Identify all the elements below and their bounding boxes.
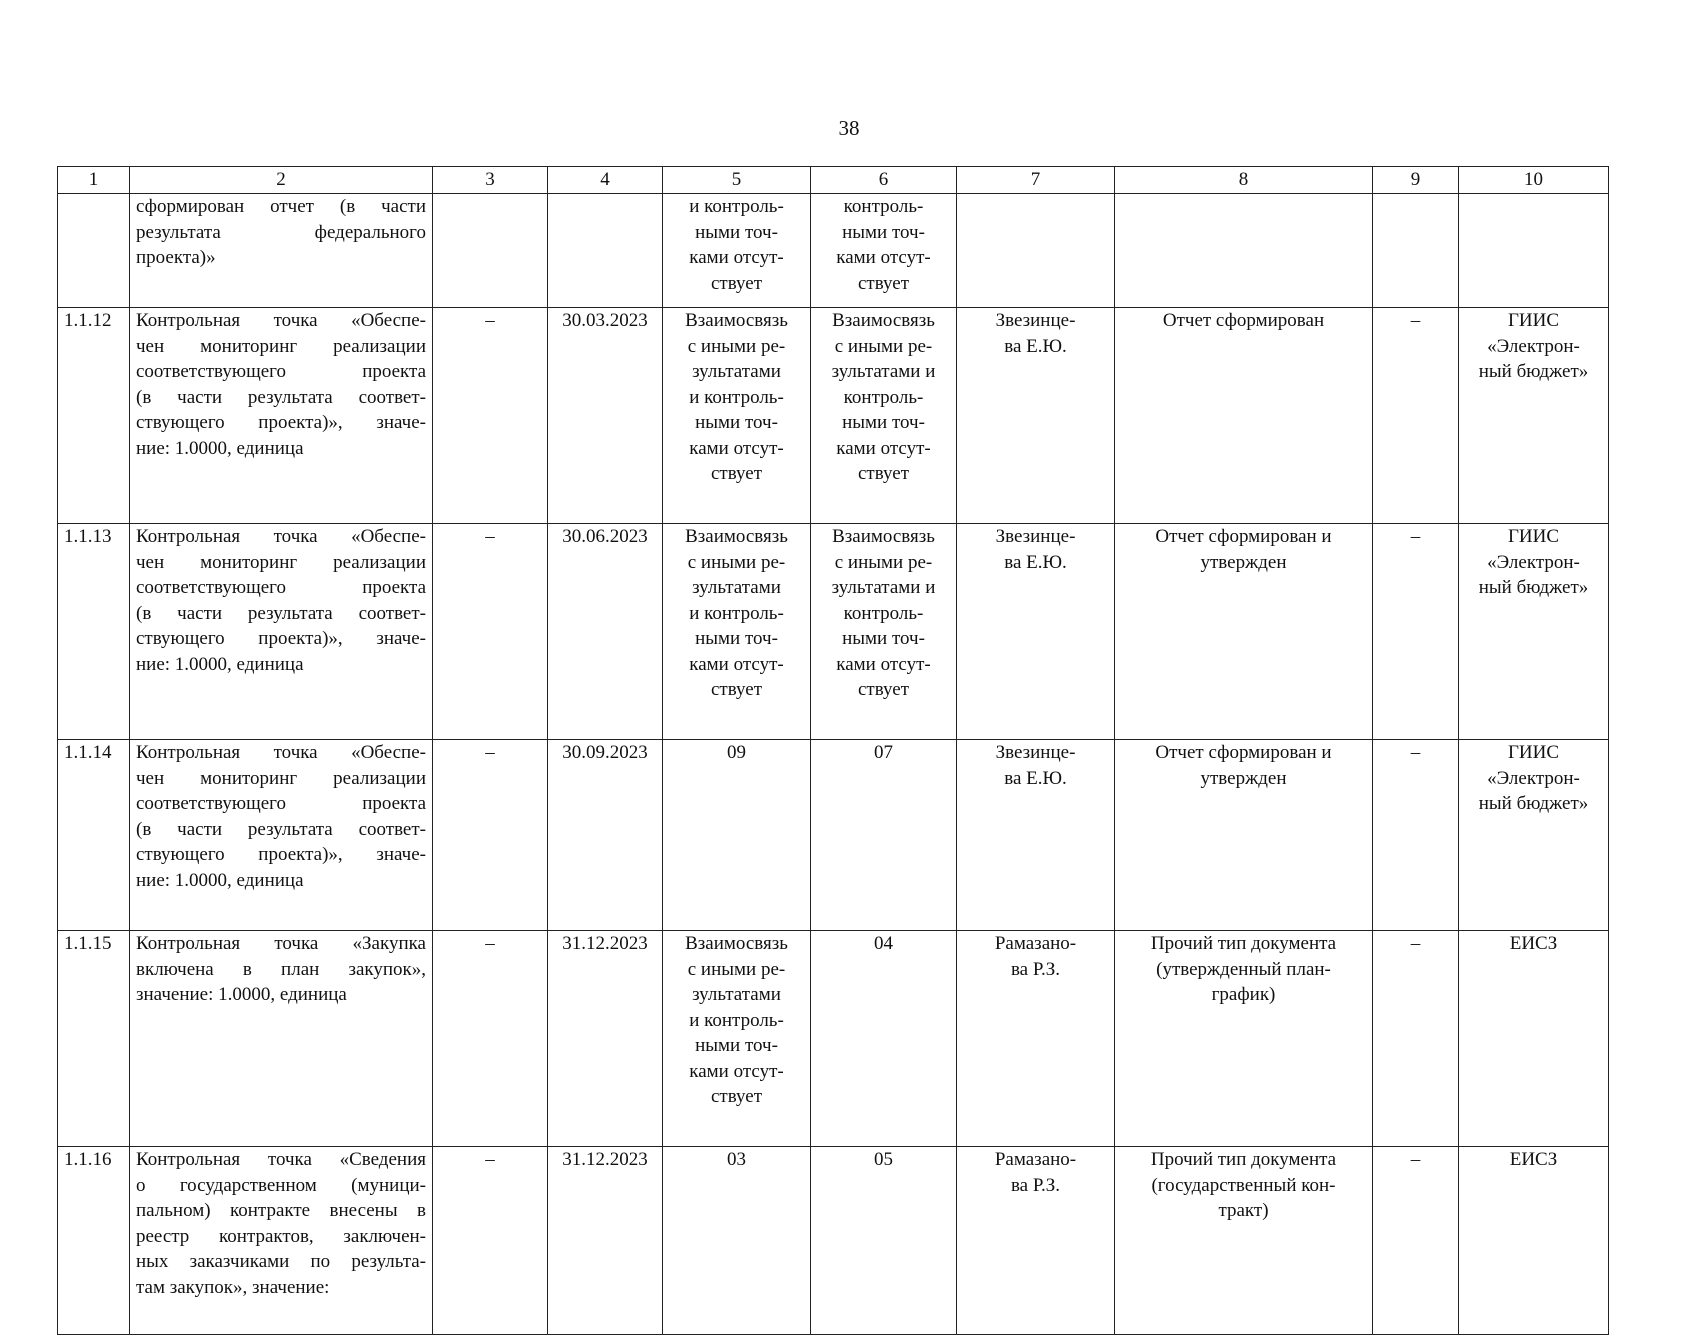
row-description-line: ние: 1.0000, единица <box>136 437 304 459</box>
row-system <box>1459 194 1609 308</box>
row-id: 1.1.15 <box>58 931 130 1147</box>
row-document <box>1115 524 1373 740</box>
row-col6-line: ками отсут- <box>836 247 931 268</box>
row-system-line: ЕИСЗ <box>1509 1149 1558 1170</box>
row-responsible-line: Рамазано- <box>994 1149 1077 1170</box>
row-col5 <box>663 524 811 740</box>
row-description <box>130 308 433 524</box>
row-description-line: ние: 1.0000, единица <box>136 653 304 675</box>
row-date <box>548 194 663 308</box>
row-description-line: ствующего проекта)», значе- <box>136 628 426 649</box>
row-description-line: включена в план закупок», <box>136 958 426 980</box>
column-number-header-row <box>58 167 1609 194</box>
row-col6 <box>811 1147 957 1335</box>
row-col5-line: ками отсут- <box>689 437 784 459</box>
row-responsible-line: ва Е.Ю. <box>1004 551 1067 573</box>
row-col5 <box>663 931 811 1147</box>
row-description-line: ствующего проекта)», значе- <box>136 844 426 865</box>
row-responsible-line: Звезинце- <box>995 310 1076 331</box>
row-description-line: значение: 1.0000, единица <box>136 984 347 1005</box>
row-system-line: «Электрон- <box>1487 767 1580 789</box>
row-description-line: соответствующего проекта <box>136 793 426 814</box>
row-col5-line: ствует <box>710 679 763 700</box>
row-system <box>1459 308 1609 524</box>
row-col5-line: зультатами <box>692 577 781 598</box>
row-col3: – <box>433 931 548 1147</box>
row-system <box>1459 931 1609 1147</box>
row-col5 <box>663 740 811 931</box>
row-date: 30.06.2023 <box>548 524 663 740</box>
row-responsible-line: Звезинце- <box>995 526 1076 547</box>
table-body <box>58 194 1609 1335</box>
row-col6 <box>811 931 957 1147</box>
row-document-line: тракт) <box>1218 1200 1269 1221</box>
column-header: 9 <box>1373 167 1459 194</box>
row-description-line: пальном) контракте внесены в <box>136 1200 426 1221</box>
row-col6-line: с иными ре- <box>834 551 933 573</box>
row-description-line: чен мониторинг реализации <box>136 335 426 357</box>
row-document <box>1115 1147 1373 1335</box>
row-date: 31.12.2023 <box>548 931 663 1147</box>
row-col3 <box>433 194 548 308</box>
row-col6-line: Взаимосвязь <box>832 310 935 331</box>
row-col5-line: с иными ре- <box>687 335 786 357</box>
column-header: 2 <box>130 167 433 194</box>
row-description-line: Контрольная точка «Обеспе- <box>136 310 426 331</box>
row-description-line: ствующего проекта)», значе- <box>136 412 426 433</box>
row-system-line: ГИИС <box>1507 526 1560 547</box>
row-col5-line: и контроль- <box>689 196 784 217</box>
row-description-line: Контрольная точка «Обеспе- <box>136 742 426 763</box>
page-number: 38 <box>838 116 860 140</box>
row-document-line: (государственный кон- <box>1151 1174 1336 1196</box>
row-col3: – <box>433 308 548 524</box>
row-document-line: (утвержденный план- <box>1156 958 1331 980</box>
table-row <box>58 740 1609 931</box>
row-col5-line: ствует <box>710 463 763 484</box>
row-system-line: ный бюджет» <box>1478 361 1589 382</box>
row-responsible <box>957 194 1115 308</box>
row-col5-line: ствует <box>710 1086 763 1107</box>
row-col5-line: с иными ре- <box>687 551 786 573</box>
column-header: 8 <box>1115 167 1373 194</box>
row-col5-line: Взаимосвязь <box>685 526 788 547</box>
row-col6-line: ками отсут- <box>836 653 931 675</box>
column-header: 7 <box>957 167 1115 194</box>
row-col5-line: Взаимосвязь <box>685 933 788 954</box>
row-description-line: (в части результата соответ- <box>136 386 426 408</box>
row-description-line: о государственном (муници- <box>136 1174 426 1196</box>
row-system-line: ный бюджет» <box>1478 793 1589 814</box>
row-description-line: соответствующего проекта <box>136 361 426 382</box>
row-responsible <box>957 524 1115 740</box>
row-col5-line: зультатами <box>692 984 781 1005</box>
row-responsible-line: ва Р.З. <box>1010 1174 1061 1196</box>
row-col6-line: 07 <box>874 742 893 763</box>
row-col6-line: Взаимосвязь <box>832 526 935 547</box>
row-system-line: ГИИС <box>1507 310 1560 331</box>
row-description-line: там закупок», значение: <box>136 1276 330 1298</box>
row-col6-line: контроль- <box>843 386 924 408</box>
row-id: 1.1.13 <box>58 524 130 740</box>
row-document-line: Отчет сформирован и <box>1155 742 1332 763</box>
row-description-line: Контрольная точка «Закупка <box>136 933 426 954</box>
row-document-line: график) <box>1211 984 1276 1005</box>
row-description-line: Контрольная точка «Сведения <box>136 1149 426 1170</box>
row-description-line: соответствующего проекта <box>136 577 426 598</box>
row-description-line: Контрольная точка «Обеспе- <box>136 526 426 547</box>
row-system <box>1459 524 1609 740</box>
row-responsible-line: ва Е.Ю. <box>1004 335 1067 357</box>
row-col6-line: ными точ- <box>842 221 925 243</box>
row-col5-line: Взаимосвязь <box>685 310 788 331</box>
row-document-line: Отчет сформирован <box>1162 310 1325 331</box>
row-responsible <box>957 931 1115 1147</box>
table-row <box>58 1147 1609 1335</box>
row-document <box>1115 931 1373 1147</box>
row-system-line: «Электрон- <box>1487 335 1580 357</box>
row-description-line: реестр контрактов, заключен- <box>136 1225 426 1247</box>
row-date: 30.09.2023 <box>548 740 663 931</box>
row-col9: – <box>1373 524 1459 740</box>
row-description-line: ние: 1.0000, единица <box>136 869 304 891</box>
row-description-line: проекта)» <box>136 247 216 268</box>
row-col6-line: с иными ре- <box>834 335 933 357</box>
row-col3: – <box>433 1147 548 1335</box>
row-system <box>1459 740 1609 931</box>
table-row <box>58 524 1609 740</box>
row-description <box>130 931 433 1147</box>
control-points-table <box>57 166 1609 1335</box>
row-col5-line: ными точ- <box>695 628 778 649</box>
row-document <box>1115 308 1373 524</box>
row-col5-line: 09 <box>727 742 746 763</box>
row-col5-line: и контроль- <box>689 602 784 624</box>
row-col9: – <box>1373 931 1459 1147</box>
row-col9: – <box>1373 1147 1459 1335</box>
row-description-line: результата федерального <box>136 221 426 243</box>
row-id: 1.1.12 <box>58 308 130 524</box>
row-col5-line: ками отсут- <box>689 247 784 268</box>
row-description-line: (в части результата соответ- <box>136 602 426 624</box>
row-col6-line: зультатами и <box>831 577 936 598</box>
row-col6 <box>811 524 957 740</box>
row-responsible-line: ва Р.З. <box>1010 958 1061 980</box>
row-document-line: утвержден <box>1200 551 1287 573</box>
table-row <box>58 194 1609 308</box>
row-col3: – <box>433 740 548 931</box>
row-col6-line: ствует <box>857 679 910 700</box>
row-col5-line: с иными ре- <box>687 958 786 980</box>
row-col5-line: ками отсут- <box>689 653 784 675</box>
row-system-line: ЕИСЗ <box>1509 933 1558 954</box>
row-col5 <box>663 1147 811 1335</box>
row-col6 <box>811 308 957 524</box>
row-document-line: Прочий тип документа <box>1150 933 1337 954</box>
row-col5-line: зультатами <box>692 361 781 382</box>
row-col5-line: ными точ- <box>695 1035 778 1056</box>
row-system <box>1459 1147 1609 1335</box>
row-col5-line: и контроль- <box>689 386 784 408</box>
row-responsible-line: Рамазано- <box>994 933 1077 954</box>
row-description <box>130 740 433 931</box>
row-responsible-line: Звезинце- <box>995 742 1076 763</box>
row-col5 <box>663 194 811 308</box>
row-date: 30.03.2023 <box>548 308 663 524</box>
row-system-line: ГИИС <box>1507 742 1560 763</box>
row-document-line: Отчет сформирован и <box>1155 526 1332 547</box>
row-description-line: сформирован отчет (в части <box>136 196 426 217</box>
row-col6-line: ствует <box>857 463 910 484</box>
row-id: 1.1.14 <box>58 740 130 931</box>
row-description-line: ных заказчиками по результа- <box>136 1251 426 1272</box>
row-responsible <box>957 308 1115 524</box>
row-col9 <box>1373 194 1459 308</box>
row-responsible <box>957 740 1115 931</box>
column-header: 6 <box>811 167 957 194</box>
row-col5-line: ствует <box>710 272 763 294</box>
column-header: 3 <box>433 167 548 194</box>
row-description-line: чен мониторинг реализации <box>136 551 426 573</box>
row-document-line: утвержден <box>1200 767 1287 789</box>
row-col5 <box>663 308 811 524</box>
row-id: 1.1.16 <box>58 1147 130 1335</box>
row-col5-line: и контроль- <box>689 1009 784 1031</box>
row-document-line: Прочий тип документа <box>1150 1149 1337 1170</box>
column-header: 4 <box>548 167 663 194</box>
row-date: 31.12.2023 <box>548 1147 663 1335</box>
row-col6 <box>811 740 957 931</box>
row-col5-line: ками отсут- <box>689 1060 784 1082</box>
row-col9: – <box>1373 308 1459 524</box>
row-document <box>1115 194 1373 308</box>
row-description-line: (в части результата соответ- <box>136 818 426 840</box>
row-col6-line: ными точ- <box>842 412 925 433</box>
row-responsible-line: ва Е.Ю. <box>1004 767 1067 789</box>
column-header: 1 <box>58 167 130 194</box>
row-col6-line: контроль- <box>843 196 924 217</box>
row-document <box>1115 740 1373 931</box>
column-header: 5 <box>663 167 811 194</box>
row-description-line: чен мониторинг реализации <box>136 767 426 789</box>
row-col6 <box>811 194 957 308</box>
column-header: 10 <box>1459 167 1609 194</box>
row-system-line: ный бюджет» <box>1478 577 1589 598</box>
row-description <box>130 1147 433 1335</box>
row-col6-line: зультатами и <box>831 361 936 382</box>
row-col5-line: ными точ- <box>695 412 778 433</box>
row-system-line: «Электрон- <box>1487 551 1580 573</box>
table-row <box>58 931 1609 1147</box>
row-col5-line: ными точ- <box>695 221 778 243</box>
row-col6-line: 04 <box>874 933 893 954</box>
row-col3: – <box>433 524 548 740</box>
row-responsible <box>957 1147 1115 1335</box>
row-col6-line: ками отсут- <box>836 437 931 459</box>
row-col6-line: ствует <box>857 272 910 294</box>
row-col6-line: контроль- <box>843 602 924 624</box>
row-id <box>58 194 130 308</box>
row-col5-line: 03 <box>727 1149 746 1170</box>
row-description <box>130 194 433 308</box>
table-row <box>58 308 1609 524</box>
row-col9: – <box>1373 740 1459 931</box>
row-col6-line: 05 <box>874 1149 893 1170</box>
row-description <box>130 524 433 740</box>
row-col6-line: ными точ- <box>842 628 925 649</box>
